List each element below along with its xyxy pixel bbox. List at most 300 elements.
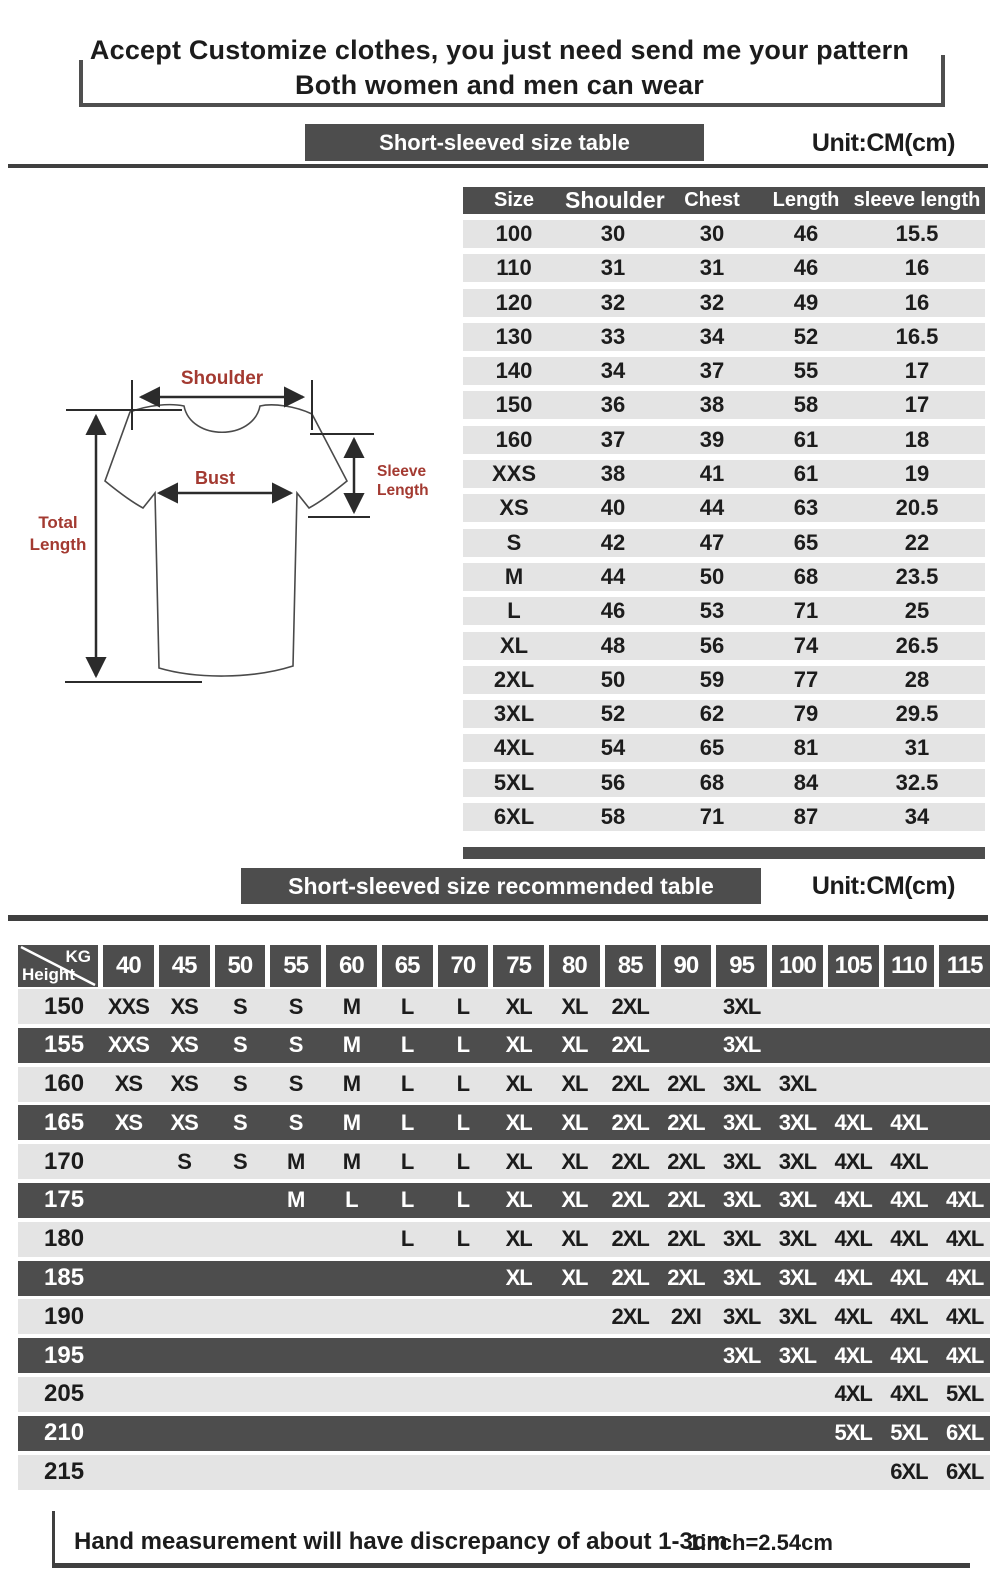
size-table-cell: XXS: [491, 461, 537, 487]
size-table-row: [463, 289, 985, 317]
recommended-size-cell: 3XL: [722, 1265, 761, 1291]
size-table-cell: 30: [699, 221, 725, 246]
recommended-size-cell: L: [456, 1109, 470, 1135]
recommended-size-cell: 3XL: [778, 1148, 817, 1174]
weight-header-cell: 105: [828, 945, 879, 987]
size-table-cell: 48: [600, 632, 626, 658]
height-label: 205: [44, 1380, 85, 1408]
recommended-size-cell: 3XL: [722, 993, 761, 1019]
recommended-size-cell: M: [342, 1071, 361, 1097]
recommended-size-cell: 2XL: [611, 1109, 649, 1135]
size-table-cell: 15.5: [895, 221, 939, 246]
size-table-row: [463, 391, 985, 419]
recommended-size-cell: 3XL: [722, 1226, 761, 1252]
inch-conversion-note: 1inch=2.54cm: [688, 1530, 833, 1555]
recommended-table-row: [18, 1028, 990, 1063]
size-table-cell: 58: [793, 392, 819, 418]
size-column-header: Size: [493, 189, 535, 211]
size-table-header-row: [463, 187, 985, 214]
recommended-size-cell: M: [342, 1032, 361, 1058]
size-table-unit-label: Unit:CM(cm): [811, 129, 955, 157]
size-table-row: [463, 323, 985, 351]
recommended-size-cell: 4XL: [890, 1342, 928, 1368]
size-table-cell: 40: [600, 495, 626, 521]
recommended-size-cell: S: [233, 1071, 247, 1097]
size-table-cell: 46: [793, 221, 819, 246]
size-table-cell: 120: [495, 289, 533, 315]
height-label: 190: [44, 1302, 85, 1330]
size-table-cell: 17: [904, 392, 930, 418]
recommended-size-cell: L: [400, 1071, 414, 1097]
recommended-size-cell: 2XL: [611, 1148, 649, 1174]
recommended-size-cell: 6XL: [945, 1459, 984, 1485]
size-table-row: [463, 769, 985, 797]
size-table-row: [463, 529, 985, 557]
recommended-size-cell: 2XI: [670, 1303, 701, 1329]
recommended-table-body: [18, 989, 990, 1493]
corner-height-label: Height: [22, 965, 75, 984]
recommended-size-cell: 3XL: [778, 1071, 817, 1097]
size-table-banner: Short-sleeved size table: [305, 124, 704, 161]
recommended-size-cell: 2XL: [667, 1071, 705, 1097]
recommended-size-cell: 3XL: [722, 1303, 761, 1329]
size-table-row: [463, 666, 985, 694]
recommended-size-cell: 4XL: [945, 1342, 984, 1368]
size-table-cell: 79: [793, 701, 819, 727]
tshirt-outline: [105, 405, 347, 676]
recommended-size-cell: XL: [505, 1226, 532, 1252]
size-table-cell: S: [506, 529, 522, 555]
size-table-cell: 37: [699, 358, 725, 384]
height-label: 180: [44, 1225, 85, 1253]
recommended-size-cell: 4XL: [890, 1226, 928, 1252]
header-bracket-bottom: [79, 103, 945, 107]
size-table-row: [463, 357, 985, 385]
recommended-size-cell: L: [456, 1226, 470, 1252]
recommended-size-cell: XS: [170, 1032, 198, 1058]
size-table-cell: 65: [699, 735, 725, 761]
size-table-cell: 31: [699, 255, 725, 281]
size-table-row: [463, 460, 985, 488]
size-table-cell: 30: [600, 221, 626, 246]
size-table-cell: 42: [600, 529, 626, 555]
size-table-cell: 46: [600, 598, 626, 624]
size-table-cell: 28: [904, 666, 930, 692]
size-table-cell: 38: [699, 392, 725, 418]
recommended-size-cell: XL: [505, 993, 532, 1019]
height-label: 195: [44, 1341, 85, 1369]
recommended-size-cell: XS: [114, 1071, 143, 1097]
recommended-size-cell: 2XL: [667, 1109, 705, 1135]
size-table-row: [463, 220, 985, 248]
size-table-row: [463, 803, 985, 831]
recommended-size-cell: 4XL: [890, 1187, 928, 1213]
size-table-cell: 34: [699, 323, 725, 349]
recommended-size-cell: 4XL: [834, 1265, 872, 1291]
height-label: 175: [44, 1186, 85, 1214]
size-table-cell: 23.5: [895, 563, 939, 589]
recommended-size-cell: 3XL: [722, 1071, 761, 1097]
recommended-size-cell: XS: [170, 993, 198, 1019]
middle-divider: [8, 915, 988, 921]
weight-header-cell: 110: [884, 945, 935, 987]
recommended-table-row: [18, 1455, 990, 1490]
recommended-size-cell: XXS: [107, 1032, 149, 1058]
sleeve-length-label-line2: Length: [377, 482, 429, 499]
recommended-table-row: [18, 1144, 990, 1179]
recommended-size-cell: S: [288, 993, 303, 1019]
recommended-size-cell: 4XL: [890, 1148, 928, 1174]
recommended-size-cell: S: [233, 993, 247, 1019]
weight-header-cell: 55: [270, 945, 321, 987]
size-table-cell: 18: [904, 426, 930, 452]
recommended-size-cell: 5XL: [834, 1420, 872, 1446]
recommended-size-cell: XL: [561, 1071, 588, 1097]
size-table-cell: 68: [793, 563, 819, 589]
size-table-cell: 56: [600, 769, 626, 795]
header-title-line1: Accept Customize clothes, you just need send me your pattern: [89, 35, 910, 65]
measurement-discrepancy-note: Hand measurement will have discrepancy of about 1-3cm: [74, 1528, 728, 1555]
recommended-size-cell: 4XL: [945, 1226, 984, 1252]
recommended-size-cell: 4XL: [890, 1109, 928, 1135]
weight-header-cell: 40: [103, 945, 154, 987]
recommended-size-cell: XL: [505, 1148, 532, 1174]
size-table-cell: 36: [600, 392, 626, 418]
weight-header-cell: 85: [605, 945, 656, 987]
size-table-cell: 46: [793, 255, 819, 281]
size-table-cell: 4XL: [493, 735, 535, 761]
recommended-table-row: [18, 1338, 990, 1373]
size-table-cell: 50: [600, 666, 626, 692]
height-label: 165: [44, 1108, 85, 1136]
height-label: 160: [44, 1070, 85, 1098]
size-table-bottom-bar: [463, 847, 985, 859]
size-table-cell: 5XL: [493, 769, 535, 795]
size-table-cell: 32.5: [895, 769, 939, 795]
recommended-size-cell: 4XL: [834, 1342, 872, 1368]
height-label: 185: [44, 1264, 85, 1292]
size-table-cell: 16: [904, 289, 930, 315]
recommended-size-cell: XS: [170, 1109, 198, 1135]
recommended-size-cell: 2XL: [611, 993, 649, 1019]
header-title-line2: Both women and men can wear: [295, 70, 704, 100]
weight-header-cell: 95: [716, 945, 767, 987]
size-table-cell: 110: [496, 255, 532, 281]
recommended-size-cell: 4XL: [890, 1265, 928, 1291]
size-table-cell: 20.5: [895, 495, 939, 521]
recommended-size-cell: M: [342, 993, 361, 1019]
sleeve-length-column-header: sleeve length: [853, 189, 981, 211]
recommended-size-cell: 3XL: [778, 1226, 817, 1252]
recommended-size-cell: M: [342, 1109, 361, 1135]
size-table-cell: 17: [904, 358, 930, 384]
recommended-size-cell: 3XL: [722, 1109, 761, 1135]
recommended-size-cell: XL: [561, 1187, 588, 1213]
length-column-header: Length: [772, 189, 840, 211]
weight-header-cell: 45: [159, 945, 210, 987]
size-table-cell: 81: [793, 735, 819, 761]
recommended-size-cell: 4XL: [890, 1303, 928, 1329]
size-table-row: [463, 254, 985, 282]
size-table-cell: 61: [793, 426, 819, 452]
size-table-cell: 25: [904, 598, 930, 624]
recommended-size-cell: S: [233, 1109, 247, 1135]
size-table-cell: 32: [699, 289, 725, 315]
size-table-cell: 160: [495, 426, 533, 452]
recommended-size-cell: 2XL: [611, 1265, 649, 1291]
recommended-size-cell: M: [342, 1148, 361, 1174]
recommended-size-cell: S: [233, 1032, 247, 1058]
recommended-size-cell: XL: [561, 1109, 588, 1135]
recommended-size-cell: S: [233, 1148, 247, 1174]
footer-bracket-bottom: [52, 1563, 970, 1568]
weight-header-cell: 80: [549, 945, 600, 987]
recommended-size-cell: 4XL: [945, 1265, 984, 1291]
weight-header-cell: 75: [493, 945, 544, 987]
size-table-cell: 16.5: [895, 323, 939, 349]
weight-header-cell: 60: [326, 945, 377, 987]
recommended-size-cell: L: [456, 1187, 470, 1213]
recommended-size-cell: L: [456, 993, 470, 1019]
recommended-size-cell: L: [345, 1187, 358, 1213]
recommended-size-cell: 2XL: [611, 1226, 649, 1252]
recommended-table-row: [18, 1377, 990, 1412]
bust-label: Bust: [195, 468, 235, 488]
sleeve-length-label-line1: Sleeve: [377, 463, 427, 480]
size-table-cell: 3XL: [493, 701, 535, 727]
size-table-row: [463, 494, 985, 522]
recommended-size-cell: 4XL: [890, 1381, 928, 1407]
kg-height-corner-cell: [18, 945, 98, 987]
size-table-cell: 26.5: [895, 632, 939, 658]
recommended-size-cell: XL: [561, 1148, 588, 1174]
recommended-size-cell: 2XL: [667, 1187, 705, 1213]
recommended-table-row: [18, 1183, 990, 1218]
size-table-cell: 77: [793, 666, 819, 692]
size-table-cell: 150: [495, 392, 533, 418]
recommended-size-cell: L: [456, 1032, 470, 1058]
recommended-size-cell: L: [400, 1148, 414, 1174]
recommended-size-cell: L: [400, 1032, 414, 1058]
size-table-cell: 49: [793, 289, 819, 315]
size-table-cell: 22: [904, 529, 930, 555]
size-table-cell: L: [507, 598, 521, 624]
recommended-size-cell: 4XL: [834, 1187, 872, 1213]
size-table-cell: 39: [699, 426, 725, 452]
recommended-table-row: [18, 1067, 990, 1102]
recommended-size-cell: L: [400, 1226, 414, 1252]
recommended-size-cell: S: [288, 1032, 303, 1058]
size-table-cell: 65: [793, 529, 819, 555]
recommended-size-cell: 3XL: [722, 1148, 761, 1174]
recommended-size-cell: 4XL: [945, 1187, 984, 1213]
recommended-size-cell: S: [288, 1071, 303, 1097]
recommended-size-cell: XL: [561, 1265, 588, 1291]
recommended-table-row: [18, 1261, 990, 1296]
height-label: 210: [44, 1419, 85, 1447]
recommended-size-cell: 2XL: [611, 1303, 649, 1329]
recommended-size-cell: 4XL: [834, 1381, 872, 1407]
shoulder-label: Shoulder: [180, 368, 264, 389]
weight-header-cell: 90: [661, 945, 712, 987]
recommended-size-cell: XS: [114, 1109, 143, 1135]
chest-column-header: Chest: [684, 189, 740, 211]
recommended-size-cell: L: [400, 1187, 414, 1213]
recommended-size-cell: 3XL: [778, 1109, 817, 1135]
recommended-table-row: [18, 1222, 990, 1257]
recommended-size-cell: 2XL: [667, 1226, 705, 1252]
size-table-cell: 41: [699, 461, 725, 487]
recommended-size-cell: S: [177, 1148, 191, 1174]
recommended-size-cell: 2XL: [667, 1148, 705, 1174]
size-table-cell: 37: [600, 426, 626, 452]
size-table-cell: 56: [699, 632, 725, 658]
recommended-size-cell: S: [288, 1109, 303, 1135]
footer-bracket-left: [52, 1511, 55, 1568]
size-table-body: [463, 220, 985, 831]
recommended-table-row: [18, 989, 990, 1024]
size-table-cell: 38: [600, 461, 626, 487]
recommended-size-cell: XL: [505, 1032, 532, 1058]
recommended-size-cell: XL: [505, 1187, 532, 1213]
size-table-cell: 44: [600, 563, 626, 589]
size-table-cell: 29.5: [895, 701, 939, 727]
size-table-row: [463, 426, 985, 454]
top-divider: [8, 164, 988, 168]
recommended-size-cell: 3XL: [778, 1342, 817, 1368]
size-table-cell: 44: [699, 495, 725, 521]
recommended-size-cell: 3XL: [722, 1187, 761, 1213]
weight-header-cell: 65: [382, 945, 433, 987]
size-table-cell: 34: [904, 804, 930, 830]
size-table-cell: 16: [904, 255, 930, 281]
size-table-cell: 31: [904, 735, 930, 761]
recommended-size-cell: XL: [561, 1226, 588, 1252]
recommended-size-cell: 3XL: [778, 1187, 817, 1213]
size-table-cell: 54: [600, 735, 626, 761]
recommended-size-cell: 2XL: [611, 1071, 649, 1097]
recommended-size-cell: L: [400, 1109, 414, 1135]
weight-header-cell: 115: [939, 945, 990, 987]
size-table-row: [463, 700, 985, 728]
recommended-size-cell: 4XL: [945, 1303, 984, 1329]
recommended-size-cell: M: [286, 1148, 305, 1174]
size-table-cell: 33: [600, 323, 626, 349]
recommended-size-cell: 4XL: [834, 1303, 872, 1329]
size-table: [463, 187, 985, 837]
recommended-size-cell: XL: [505, 1265, 532, 1291]
recommended-table-header-row: [18, 945, 990, 987]
size-table-cell: XS: [499, 495, 529, 521]
size-table-row: [463, 632, 985, 660]
recommended-table-row: [18, 1416, 990, 1451]
recommended-table-banner: Short-sleeved size recommended table: [241, 868, 761, 904]
size-table-cell: 53: [699, 598, 725, 624]
size-table-cell: 61: [793, 461, 819, 487]
recommended-size-cell: L: [456, 1148, 470, 1174]
recommended-table-row: [18, 1299, 990, 1334]
size-table-row: [463, 597, 985, 625]
recommended-size-cell: XXS: [107, 993, 149, 1019]
size-table-cell: 62: [699, 701, 725, 727]
recommended-size-cell: 2XL: [611, 1032, 649, 1058]
recommended-size-cell: XL: [505, 1071, 532, 1097]
size-table-cell: 32: [600, 289, 626, 315]
height-label: 155: [44, 1031, 85, 1059]
recommended-size-cell: 3XL: [778, 1303, 817, 1329]
height-label: 150: [44, 992, 85, 1020]
recommended-size-cell: 6XL: [890, 1459, 928, 1485]
size-table-cell: 50: [699, 563, 725, 589]
recommended-size-cell: 3XL: [722, 1342, 761, 1368]
size-table-cell: 130: [495, 323, 533, 349]
size-table-cell: 71: [793, 598, 819, 624]
size-table-cell: 100: [495, 221, 533, 246]
recommended-size-cell: L: [456, 1071, 470, 1097]
size-table-cell: 34: [600, 358, 626, 384]
recommended-size-cell: 4XL: [834, 1148, 872, 1174]
total-length-label-line1: Total: [38, 513, 78, 532]
weight-header-cell: 70: [438, 945, 489, 987]
size-table-cell: 63: [793, 495, 819, 521]
size-table-cell: 2XL: [493, 666, 535, 692]
recommended-size-cell: XL: [561, 993, 588, 1019]
recommended-size-cell: XL: [505, 1109, 532, 1135]
recommended-size-cell: 4XL: [834, 1226, 872, 1252]
size-table-cell: 52: [600, 701, 626, 727]
corner-kg-label: KG: [65, 947, 91, 966]
recommended-size-cell: 6XL: [945, 1420, 984, 1446]
tshirt-measurement-diagram: [10, 340, 440, 700]
size-table-cell: 140: [495, 358, 533, 384]
size-table-cell: 55: [793, 358, 819, 384]
recommended-size-cell: XL: [561, 1032, 588, 1058]
size-table-cell: 59: [699, 666, 725, 692]
total-length-label-line2: Length: [29, 535, 87, 554]
size-table-cell: 74: [793, 632, 819, 658]
size-table-cell: 19: [904, 461, 930, 487]
size-table-cell: 47: [699, 529, 725, 555]
recommended-size-cell: 5XL: [945, 1381, 984, 1407]
size-table-cell: 52: [793, 323, 819, 349]
recommended-size-cell: XS: [170, 1071, 198, 1097]
weight-header-cell: 50: [215, 945, 266, 987]
recommended-size-cell: 3XL: [778, 1265, 817, 1291]
size-table-cell: M: [504, 563, 524, 589]
recommended-size-cell: L: [400, 993, 414, 1019]
size-table-cell: 68: [699, 769, 725, 795]
size-table-row: [463, 563, 985, 591]
shoulder-column-header: Shoulder: [565, 187, 665, 213]
size-table-cell: 58: [600, 804, 626, 830]
recommended-size-cell: 4XL: [834, 1109, 872, 1135]
size-table-cell: 31: [600, 255, 626, 281]
recommended-table-row: [18, 1105, 990, 1140]
recommended-size-cell: 2XL: [667, 1265, 705, 1291]
size-table-cell: XL: [499, 632, 529, 658]
height-label: 215: [44, 1458, 85, 1486]
size-table-cell: 6XL: [493, 804, 535, 830]
height-label: 170: [44, 1147, 85, 1175]
recommended-size-cell: 3XL: [722, 1032, 761, 1058]
size-table-row: [463, 734, 985, 762]
size-table-cell: 84: [793, 769, 819, 795]
recommended-size-cell: M: [286, 1187, 305, 1213]
recommended-size-cell: 2XL: [611, 1187, 649, 1213]
recommended-table-unit-label: Unit:CM(cm): [811, 872, 955, 900]
size-table-cell: 87: [793, 804, 819, 830]
weight-header-cell: 100: [772, 945, 823, 987]
